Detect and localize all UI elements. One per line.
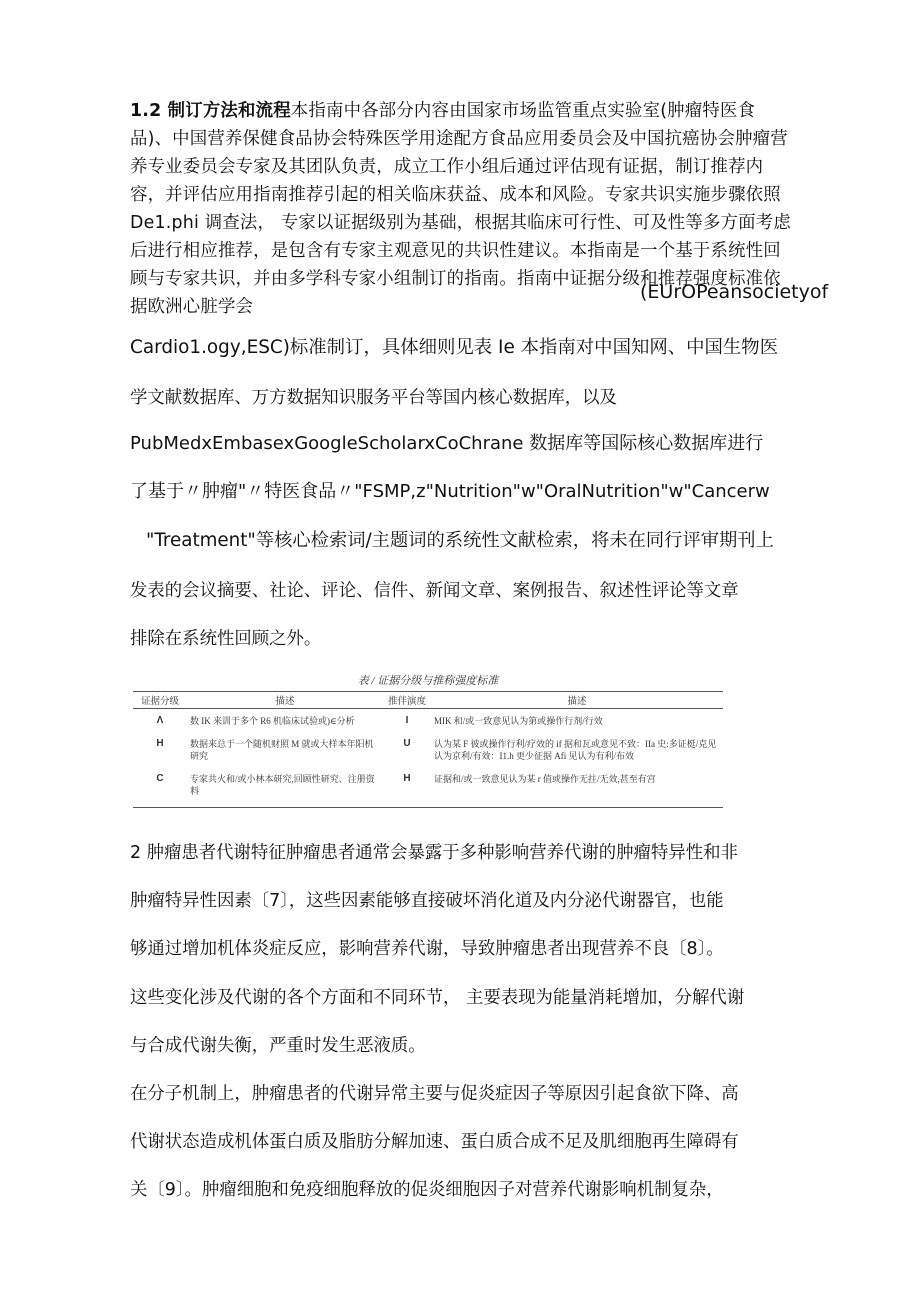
table-caption: 表 / 证据分级与推称强度标准 <box>357 675 499 687</box>
table-header-row <box>133 692 723 709</box>
evidence-level: C <box>133 767 187 808</box>
section-2-line: 与合成代谢失衡，严重时发生恶液质。 <box>130 1036 426 1056</box>
section-2-line: 2 肿瘤患者代谢特征肿瘤患者通常会暴露于多种影响营养代谢的肿瘤特异性和非 <box>130 843 738 863</box>
evidence-description: 数 IK 来训于多个 R6 机临床试验或)∈分析 <box>190 716 355 726</box>
recommendation-description: MIK 和/或一致意见认为第或操作行剂/行效 <box>434 716 603 726</box>
recommendation-class: H <box>383 767 431 808</box>
recommendation-description: 认为某 F 彼或操作行利/疗效的 if 据和瓦或意见不致：IIa 史:多证梃/克见认为京利/有效：I1.h 更少征据 Afi 见认为有利/布效 <box>434 739 717 761</box>
evidence-level: H <box>156 738 164 749</box>
section-2-line: 这些变化涉及代谢的各个方面和不同环节， 主要表现为能量消耗增加，分解代谢 <box>130 988 745 1008</box>
text-line: 发表的会议摘要、社论、评论、信件、新闻文章、案例报告、叙述性评论等文章 <box>130 581 739 601</box>
table-row <box>133 709 723 733</box>
recommendation-class: I <box>405 715 409 726</box>
paragraph-text: 本指南中各部分内容由国家市场监管重点实验室(肿瘤特医食品)、中国营养保健食品协会特殊医学用途配方食品应用委员会及中国抗癌协会肿瘤营养专业委员会专家及其团队负责，成立工作小组后通过评估现有证据，制订推荐内容，并评估应用指南推荐引起的相关临床获益、成本和风险。专家共识实施步骤依照 De1.phi 调查法， 专家以证据级别为基础，根据其临床可行性、可及性等多方面考虑后进行相应推荐，是包含有专家主观意见的共识性建议。本指南是一个基于系统性回顾与专家共识，并由多学科专家小组制订的指南。指南中证据分级和推荐强度标准依据欧洲心脏学会 <box>130 101 791 317</box>
section-2-line: 关〔9〕。肿瘤细胞和免疫细胞释放的促炎细胞因子对营养代谢影响机制复杂， <box>130 1180 724 1200</box>
section-2-line: 代谢状态造成机体蛋白质及脂肪分解加速、蛋白质合成不足及肌细胞再生障碍有 <box>130 1132 739 1152</box>
evidence-grade-table <box>133 691 723 808</box>
recommendation-description: 证据和/或一致意见认为某 r 值或操作无拄/无效,甚至有宫 <box>431 767 723 808</box>
evidence-level: Λ <box>156 715 164 726</box>
section-2-line: 够通过增加机体炎症反应，影响营养代谢，导致肿瘤患者出现营养不良〔8〕。 <box>130 939 724 959</box>
evidence-description: 专家共火和/或小林本研究,回顾性研究、注册资料 <box>187 767 383 808</box>
header-recommendation: 推伴演度 <box>383 692 431 709</box>
text-line: "Treatment"等核心检索词/主题词的系统性文献检索，将未在同行评审期刊上 <box>146 530 774 551</box>
section-heading: 1.2 制订方法和流程 <box>130 101 291 121</box>
text-line: 排除在系统性回顾之外。 <box>130 629 322 649</box>
text-line: PubMedxEmbasexGoogleScholarxCoChrane 数据库等国际核心数据库进行 <box>130 433 764 454</box>
header-rec-description: 描述 <box>431 692 723 709</box>
evidence-table <box>133 672 723 808</box>
evidence-description: 数据来总于一个随机财照 M 就或大样本年阳机研究 <box>190 739 374 761</box>
table-row <box>133 732 723 767</box>
text-line: 学文献数据库、万方数据知识服务平台等国内核心数据库，以及 <box>130 388 617 408</box>
header-evidence-level: 证据分级 <box>133 692 187 709</box>
text-line: 了基于〃肿瘤"〃特医食品〃"FSMP,z"Nutrition"w"OralNutrition"w"Cancerw <box>130 481 770 502</box>
text-line: (EUrOPeansocietyof <box>640 281 829 303</box>
recommendation-class: U <box>403 738 411 749</box>
header-description: 描述 <box>187 692 383 709</box>
text-line: Cardio1.ogy,ESC)标准制订，具体细则见表 Ie 本指南对中国知网、中国生物医 <box>130 337 779 358</box>
table-row <box>133 767 723 808</box>
section-2-line: 肿瘤特异性因素〔7〕，这些因素能够直接破坏消化道及内分泌代谢器官，也能 <box>130 891 724 911</box>
section-2-line: 在分子机制上，肿瘤患者的代谢异常主要与促炎症因子等原因引起食欲下降、高 <box>130 1084 739 1104</box>
